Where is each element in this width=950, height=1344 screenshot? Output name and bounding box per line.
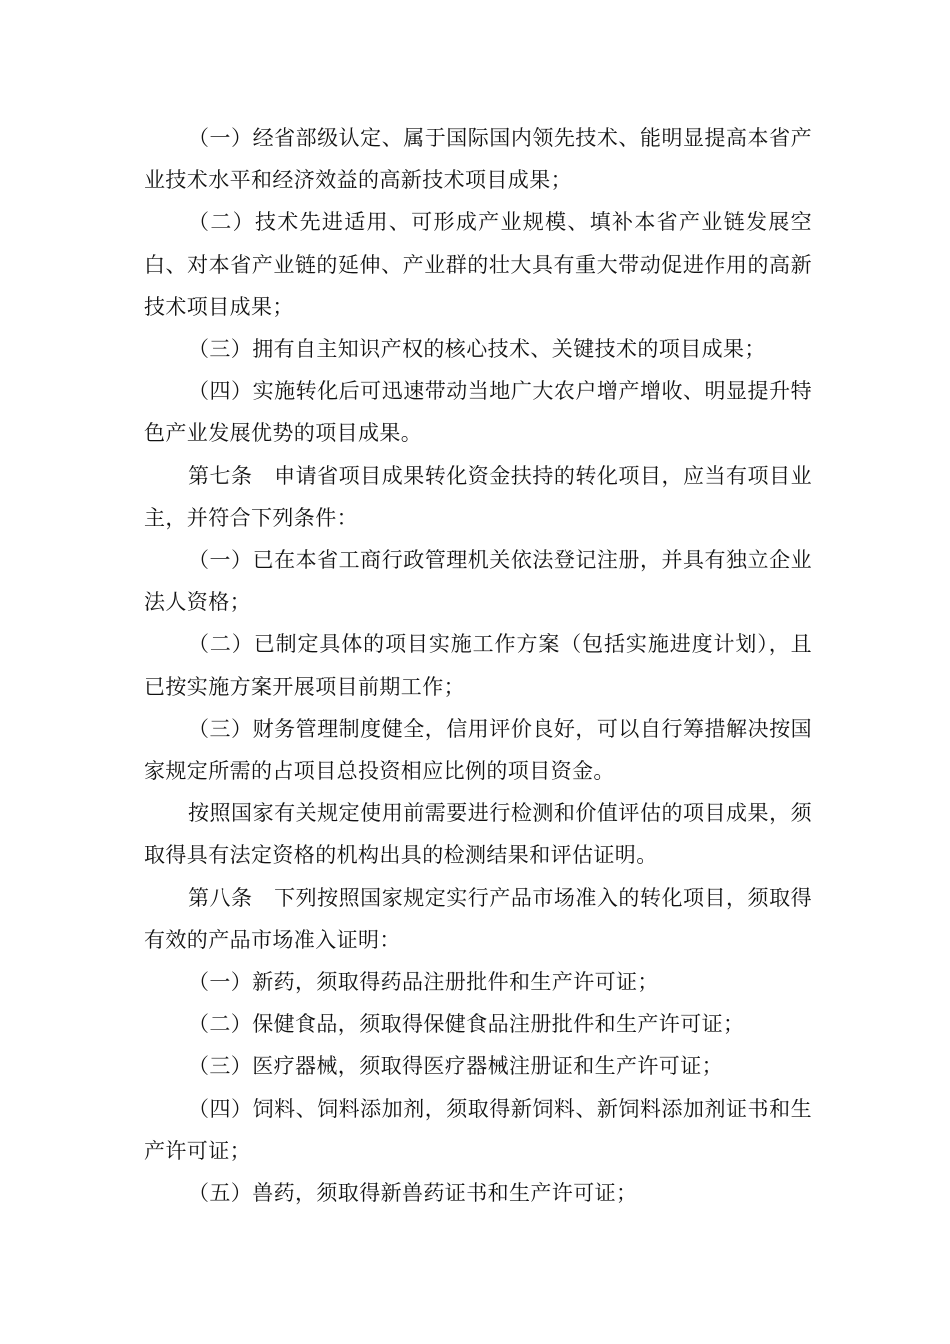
article-7-heading: 第七条 申请省项目成果转化资金扶持的转化项目，应当有项目业主，并符合下列条件： xyxy=(144,463,812,530)
paragraph-item-1-2: （二）技术先进适用、可形成产业规模、填补本省产业链发展空白、对本省产业链的延伸、产业群的壮大具有重大带动促进作用的高新技术项目成果； xyxy=(144,210,812,319)
paragraph-item-7-2: （二）已制定具体的项目实施工作方案（包括实施进度计划），且已按实施方案开展项目前期工作； xyxy=(144,632,812,699)
paragraph-item-8-1: （一）新药，须取得药品注册批件和生产许可证； xyxy=(188,970,659,995)
article-8-heading: 第八条 下列按照国家规定实行产品市场准入的转化项目，须取得有效的产品市场准入证明： xyxy=(144,885,812,952)
paragraph-item-7-3: （三）财务管理制度健全，信用评价良好，可以自行筹措解决按国家规定所需的占项目总投资相应比例的项目资金。 xyxy=(144,716,812,784)
paragraph-item-1-3: （三）拥有自主知识产权的核心技术、关键技术的项目成果； xyxy=(188,337,766,362)
paragraph-item-8-2: （二）保健食品，须取得保健食品注册批件和生产许可证； xyxy=(188,1012,745,1037)
paragraph-item-7-1: （一）已在本省工商行政管理机关依法登记注册，并具有独立企业法人资格； xyxy=(144,548,812,615)
paragraph-item-1-4: （四）实施转化后可迅速带动当地广大农户增产增收、明显提升特色产业发展优势的项目成果。 xyxy=(144,379,812,446)
document-body xyxy=(144,117,812,1214)
paragraph-item-1-1: （一）经省部级认定、属于国际国内领先技术、能明显提高本省产业技术水平和经济效益的高新技术项目成果； xyxy=(144,126,812,193)
paragraph-evaluation-note: 按照国家有关规定使用前需要进行检测和价值评估的项目成果，须取得具有法定资格的机构出具的检测结果和评估证明。 xyxy=(144,801,812,868)
paragraph-item-8-4: （四）饲料、饲料添加剂，须取得新饲料、新饲料添加剂证书和生产许可证； xyxy=(144,1096,812,1163)
paragraph-item-8-3: （三）医疗器械，须取得医疗器械注册证和生产许可证； xyxy=(188,1054,723,1079)
paragraph-item-8-5: （五）兽药，须取得新兽药证书和生产许可证； xyxy=(188,1181,638,1206)
